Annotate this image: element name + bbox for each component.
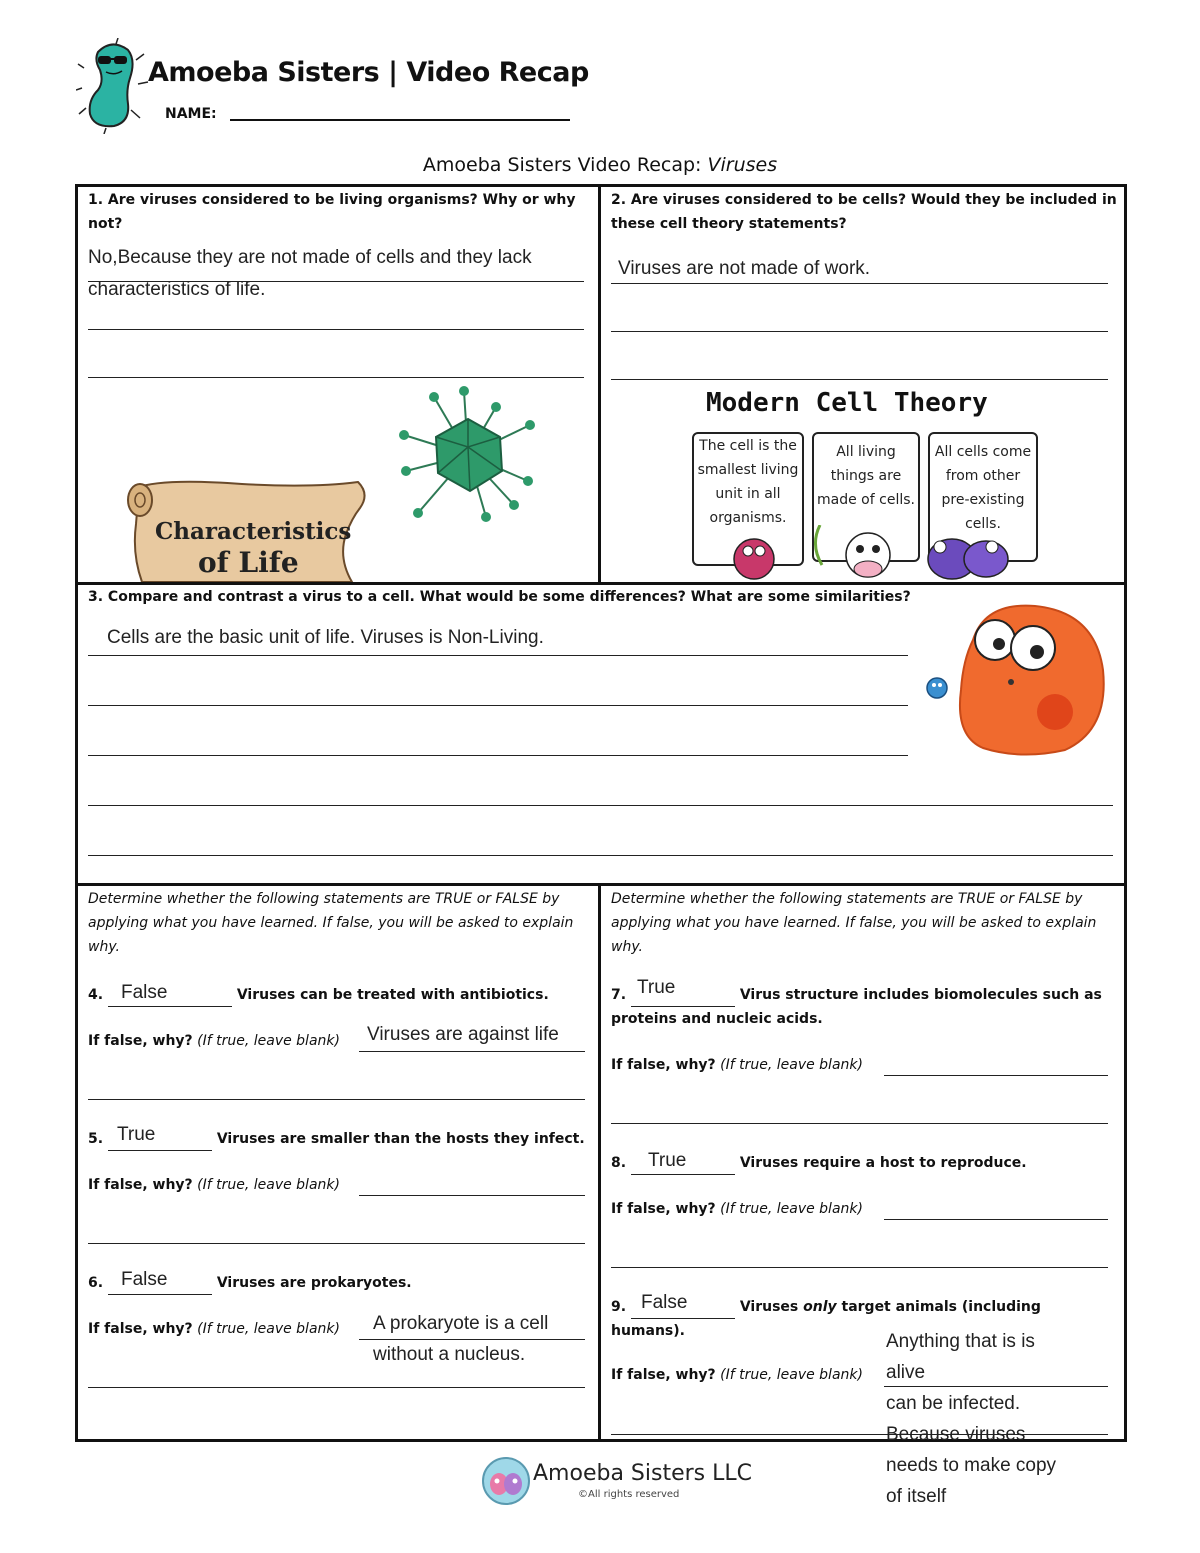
statement-6-why-line1[interactable]: A prokaryote is a cell <box>373 1313 549 1334</box>
q3-answer-rule <box>88 855 1113 856</box>
q2-answer-rule <box>611 331 1108 332</box>
why-rule-6 <box>359 1339 585 1340</box>
statement-7-answer[interactable]: True <box>637 977 676 998</box>
orange-cell-character-icon <box>925 600 1110 760</box>
why-prompt-8: If false, why? (If true, leave blank) <box>611 1201 863 1217</box>
cell-theory-title: Modern Cell Theory <box>706 388 988 418</box>
q3-answer[interactable]: Cells are the basic unit of life. Viruses is Non-Living. <box>107 627 544 648</box>
statement-4-why[interactable]: Viruses are against life <box>367 1024 559 1045</box>
question-3: 3. Compare and contrast a virus to a cell. What would be some differences? What are some similarities? <box>88 589 911 605</box>
statement-9-why-line: of itself <box>886 1486 947 1507</box>
statement-7: 7. Virus structure includes biomolecules such as proteins and nucleic acids. <box>611 987 1102 1027</box>
why-rule-4 <box>88 1099 585 1100</box>
name-label: NAME: <box>165 106 217 122</box>
instructions-right: Determine whether the following statements are TRUE or FALSE by applying what you have learned. If false, you will be asked to explain why. <box>611 891 1097 955</box>
statement-9: 9. Viruses only target animals (including humans). <box>611 1299 1041 1339</box>
why-rule-4 <box>359 1051 585 1052</box>
top-divider <box>598 184 601 584</box>
statement-5-answer[interactable]: True <box>117 1124 156 1145</box>
virus-illustration-icon <box>398 385 538 525</box>
q1-answer-line1[interactable]: No,Because they are not made of cells and they lack <box>88 247 532 268</box>
statement-6-answer[interactable]: False <box>121 1269 168 1290</box>
cell-theory-bubble-1: The cell is the smallest living unit in all organisms. <box>692 432 804 566</box>
row-divider-2 <box>75 883 1127 886</box>
q2-answer-rule <box>611 283 1108 284</box>
why-rule-8 <box>611 1267 1108 1268</box>
cell-characters-icon <box>730 525 1030 581</box>
q2-answer-rule <box>611 379 1108 380</box>
statement-6: 6. Viruses are prokaryotes. <box>88 1271 412 1295</box>
statement-5: 5. Viruses are smaller than the hosts they infect. <box>88 1127 585 1151</box>
statement-9-why-line: Because viruses <box>886 1424 1026 1445</box>
footer-company: Amoeba Sisters LLC <box>533 1461 752 1486</box>
statement-9-why-line: alive <box>886 1362 926 1383</box>
why-prompt-7: If false, why? (If true, leave blank) <box>611 1057 863 1073</box>
statement-8: 8. Viruses require a host to reproduce. <box>611 1151 1027 1175</box>
why-rule-5[interactable] <box>359 1195 585 1196</box>
page-title: Amoeba Sisters Video Recap: Viruses <box>422 154 778 176</box>
why-rule-6 <box>88 1387 585 1388</box>
why-rule-8[interactable] <box>884 1219 1108 1220</box>
question-2: 2. Are viruses considered to be cells? Would they be included in these cell theory statements? <box>611 192 1117 232</box>
why-rule-7 <box>611 1123 1108 1124</box>
statement-9-why-line: Anything that is is <box>886 1331 1035 1352</box>
q3-answer-rule <box>88 705 908 706</box>
why-prompt-6: If false, why? (If true, leave blank) <box>88 1321 340 1337</box>
q1-answer-rule <box>88 329 584 330</box>
statement-9-why-line: needs to make copy <box>886 1455 1057 1476</box>
worksheet-frame <box>75 184 1127 1442</box>
name-field[interactable] <box>230 119 570 121</box>
instructions-left: Determine whether the following statements are TRUE or FALSE by applying what you have learned. If false, you will be asked to explain why. <box>88 891 574 955</box>
q3-answer-rule <box>88 655 908 656</box>
amoeba-logo-icon <box>76 38 152 134</box>
why-prompt-4: If false, why? (If true, leave blank) <box>88 1033 340 1049</box>
q2-answer[interactable]: Viruses are not made of work. <box>618 258 871 279</box>
cell-theory-bubble-3: All cells come from other pre-existing cells. <box>928 432 1038 562</box>
why-prompt-9: If false, why? (If true, leave blank) <box>611 1367 863 1383</box>
statement-4-answer[interactable]: False <box>121 982 168 1003</box>
q1-answer-line2[interactable]: characteristics of life. <box>88 279 266 300</box>
why-rule-7[interactable] <box>884 1075 1108 1076</box>
brand-title: Amoeba Sisters | Video Recap <box>148 57 589 88</box>
scroll-text-line2: of Life <box>198 546 299 579</box>
statement-9-answer[interactable]: False <box>641 1292 688 1313</box>
statement-9-why-line: can be infected. <box>886 1393 1021 1414</box>
scroll-text-line1: Characteristics <box>155 518 352 545</box>
statement-8-answer[interactable]: True <box>648 1150 687 1171</box>
q3-answer-rule <box>88 805 1113 806</box>
why-rule-5 <box>88 1243 585 1244</box>
q3-answer-rule <box>88 755 908 756</box>
footer-rights: ©All rights reserved <box>578 1489 680 1500</box>
q1-answer-rule <box>88 377 584 378</box>
statement-6-why-line2[interactable]: without a nucleus. <box>373 1344 526 1365</box>
why-prompt-5: If false, why? (If true, leave blank) <box>88 1177 340 1193</box>
statement-9-why[interactable] <box>886 1326 1086 1512</box>
amoeba-sisters-footer-logo-icon <box>481 1456 531 1506</box>
bottom-divider <box>598 883 601 1442</box>
cell-theory-bubble-2: All living things are made of cells. <box>812 432 920 562</box>
statement-4: 4. Viruses can be treated with antibiotics. <box>88 983 549 1007</box>
question-1: 1. Are viruses considered to be living organisms? Why or why not? <box>88 192 576 232</box>
